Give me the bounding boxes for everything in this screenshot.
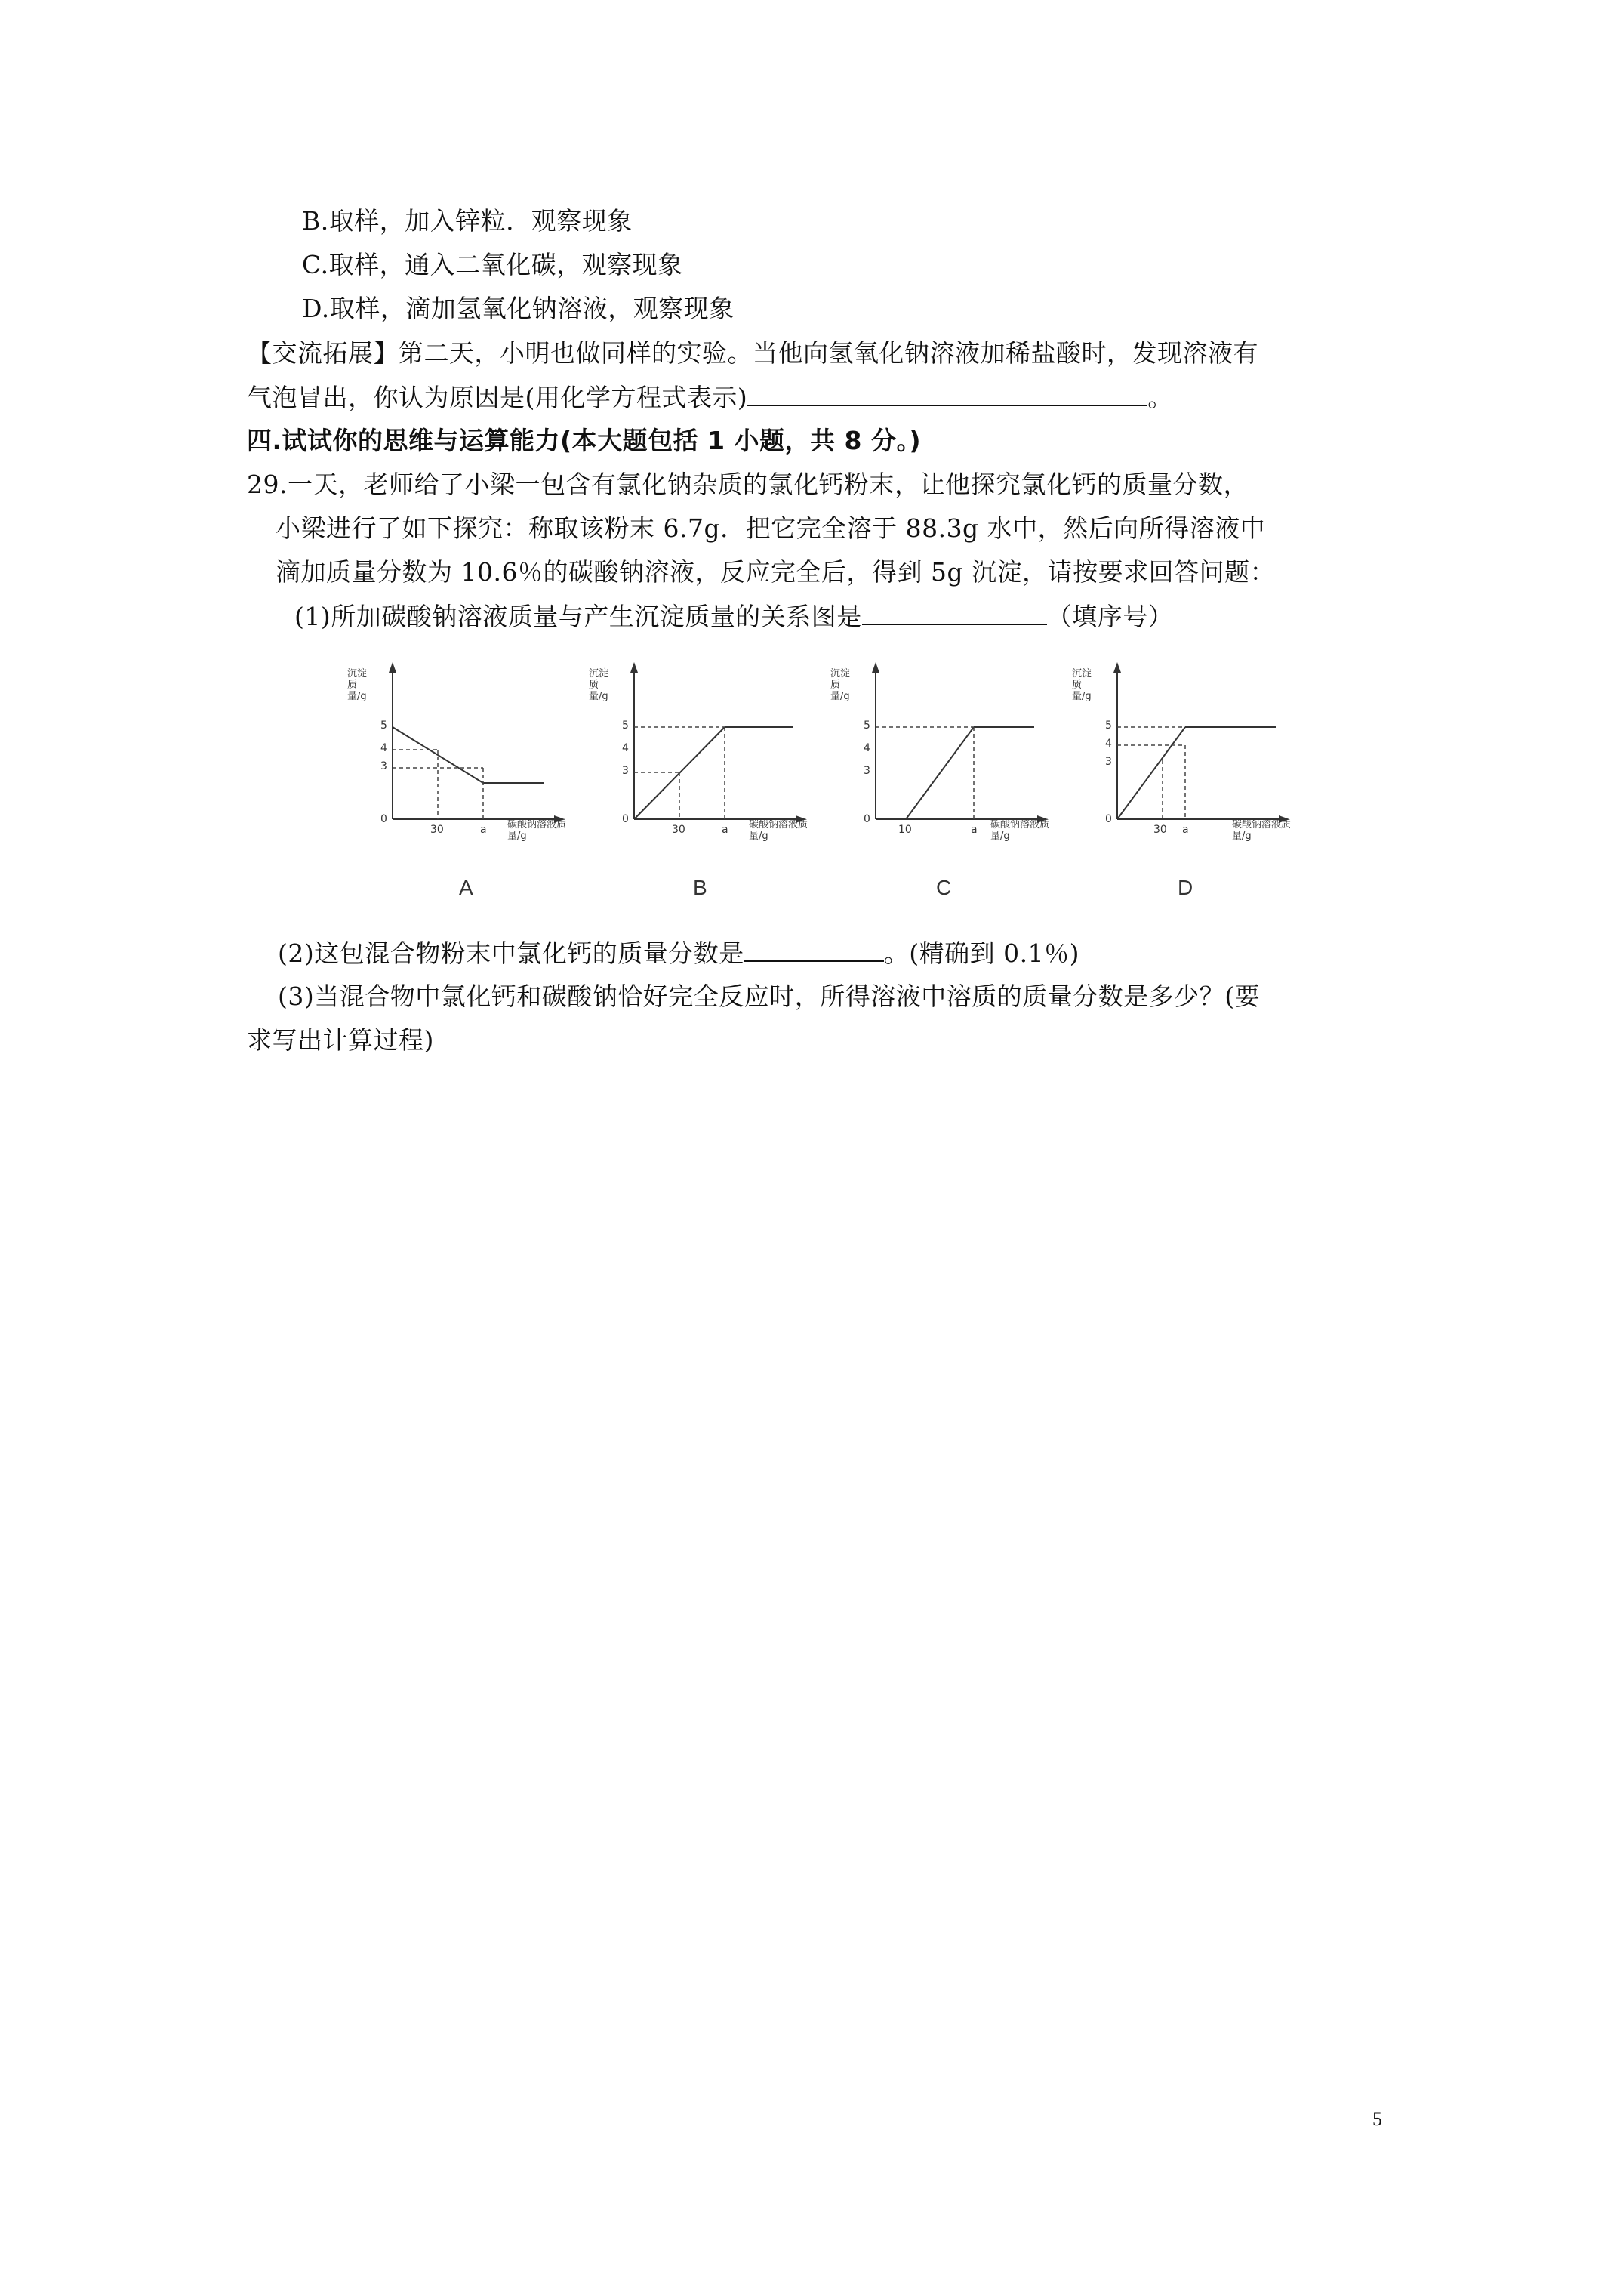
graph-d-rising-line (1117, 727, 1185, 819)
graph-c-ytick-5: 5 (864, 720, 870, 732)
sub1-suffix: （填序号） (1046, 602, 1174, 631)
graph-c-xtick-a: a (971, 824, 978, 836)
graph-a-falling-line (393, 727, 483, 783)
section-four-heading: 四.试试你的思维与运算能力(本大题包括 1 小题，共 8 分。) (247, 426, 922, 455)
exchange-line-2 (247, 382, 1173, 413)
graph-d-y-arrow (1113, 662, 1121, 673)
exchange-period: 。 (1147, 383, 1173, 412)
graph-a-ytick-5: 5 (380, 720, 387, 732)
percentage-blank[interactable] (744, 938, 884, 962)
graph-d-y-label: 沉淀质量/g (1072, 668, 1092, 702)
graph-b-ytick-5: 5 (622, 720, 629, 732)
graph-a-y-label: 沉淀质量/g (347, 668, 368, 702)
sub2-suffix: 。(精确到 0.1％) (883, 938, 1079, 968)
graph-d-caption: D (1178, 876, 1193, 899)
graph-c-ytick-0: 0 (864, 813, 870, 825)
sub1-text: (1)所加碳酸钠溶液质量与产生沉淀质量的关系图是 (294, 602, 862, 631)
graph-c-xtick-10: 10 (898, 824, 912, 836)
graph-a-xtick-30: 30 (430, 824, 444, 836)
graph-a-x-label: 碳酸钠溶液质量/g (507, 819, 567, 842)
option-d: D.取样，滴加氢氧化钠溶液，观察现象 (302, 294, 735, 323)
graph-b-ytick-4: 4 (622, 742, 629, 754)
graph-b-y-label: 沉淀质量/g (589, 668, 609, 702)
graph-b-ytick-0: 0 (622, 813, 629, 825)
graph-d-ytick-5: 5 (1105, 720, 1112, 732)
graph-a-y-arrow (389, 662, 396, 673)
graph-c-rising-line (906, 727, 974, 819)
graph-a-caption: A (459, 876, 473, 899)
graph-b (589, 646, 808, 902)
graph-b-ytick-3: 3 (622, 765, 629, 777)
graph-c-x-label: 碳酸钠溶液质量/g (990, 819, 1050, 842)
option-c: C.取样，通入二氧化碳，观察现象 (302, 250, 683, 279)
sub-question-3-line-2: 求写出计算过程) (247, 1025, 434, 1055)
graph-a (347, 646, 566, 902)
graph-c-caption: C (936, 876, 952, 899)
graph-c-ytick-4: 4 (864, 742, 870, 754)
graph-b-x-label: 碳酸钠溶液质量/g (749, 819, 808, 842)
sub-question-1 (294, 601, 1173, 632)
graph-c-y-arrow (872, 662, 879, 673)
sub-question-3-line-1: (3)当混合物中氯化钙和碳酸钠恰好完全反应时，所得溶液中溶质的质量分数是多少？(要 (278, 982, 1261, 1011)
graph-d-ytick-3: 3 (1105, 756, 1112, 768)
graph-d-ytick-4: 4 (1105, 738, 1112, 750)
graph-b-y-arrow (630, 662, 638, 673)
exchange-line-1: 【交流拓展】第二天，小明也做同样的实验。当他向氢氧化钠溶液加稀盐酸时，发现溶液有 (247, 338, 1258, 368)
graph-b-xtick-a: a (722, 824, 728, 836)
graph-c (830, 646, 1049, 902)
q29-line-2: 小梁进行了如下探究：称取该粉末 6.7g．把它完全溶于 88.3g 水中，然后向所得溶液中 (276, 513, 1266, 543)
graph-a-xtick-a: a (480, 824, 487, 836)
graph-d-x-label: 碳酸钠溶液质量/g (1232, 819, 1292, 842)
graph-a-ytick-0: 0 (380, 813, 387, 825)
exchange-text: 气泡冒出，你认为原因是(用化学方程式表示) (247, 383, 748, 412)
graph-d (1072, 646, 1291, 902)
graph-b-caption: B (693, 876, 707, 899)
graph-d-ytick-0: 0 (1105, 813, 1112, 825)
sub-question-2 (278, 938, 1079, 969)
sub2-text: (2)这包混合物粉末中氯化钙的质量分数是 (278, 938, 744, 968)
graph-c-y-label: 沉淀质量/g (830, 668, 851, 702)
graph-b-xtick-30: 30 (672, 824, 685, 836)
graph-d-xtick-a: a (1182, 824, 1189, 836)
q29-line-3: 滴加质量分数为 10.6％的碳酸钠溶液，反应完全后，得到 5g 沉淀，请按要求回答问题： (276, 557, 1276, 587)
graph-d-xtick-30: 30 (1153, 824, 1167, 836)
equation-blank[interactable] (747, 382, 1147, 406)
graphs-figure (347, 646, 1291, 932)
option-b: B.取样，加入锌粒．观察现象 (302, 206, 633, 236)
q29-line-1: 29.一天，老师给了小梁一包含有氯化钠杂质的氯化钙粉末，让他探究氯化钙的质量分数， (247, 470, 1249, 499)
graph-c-ytick-3: 3 (864, 765, 870, 777)
graph-choice-blank[interactable] (862, 601, 1047, 625)
page-number: 5 (1372, 2108, 1382, 2130)
graph-a-ytick-4: 4 (380, 742, 387, 754)
graph-a-ytick-3: 3 (380, 760, 387, 772)
